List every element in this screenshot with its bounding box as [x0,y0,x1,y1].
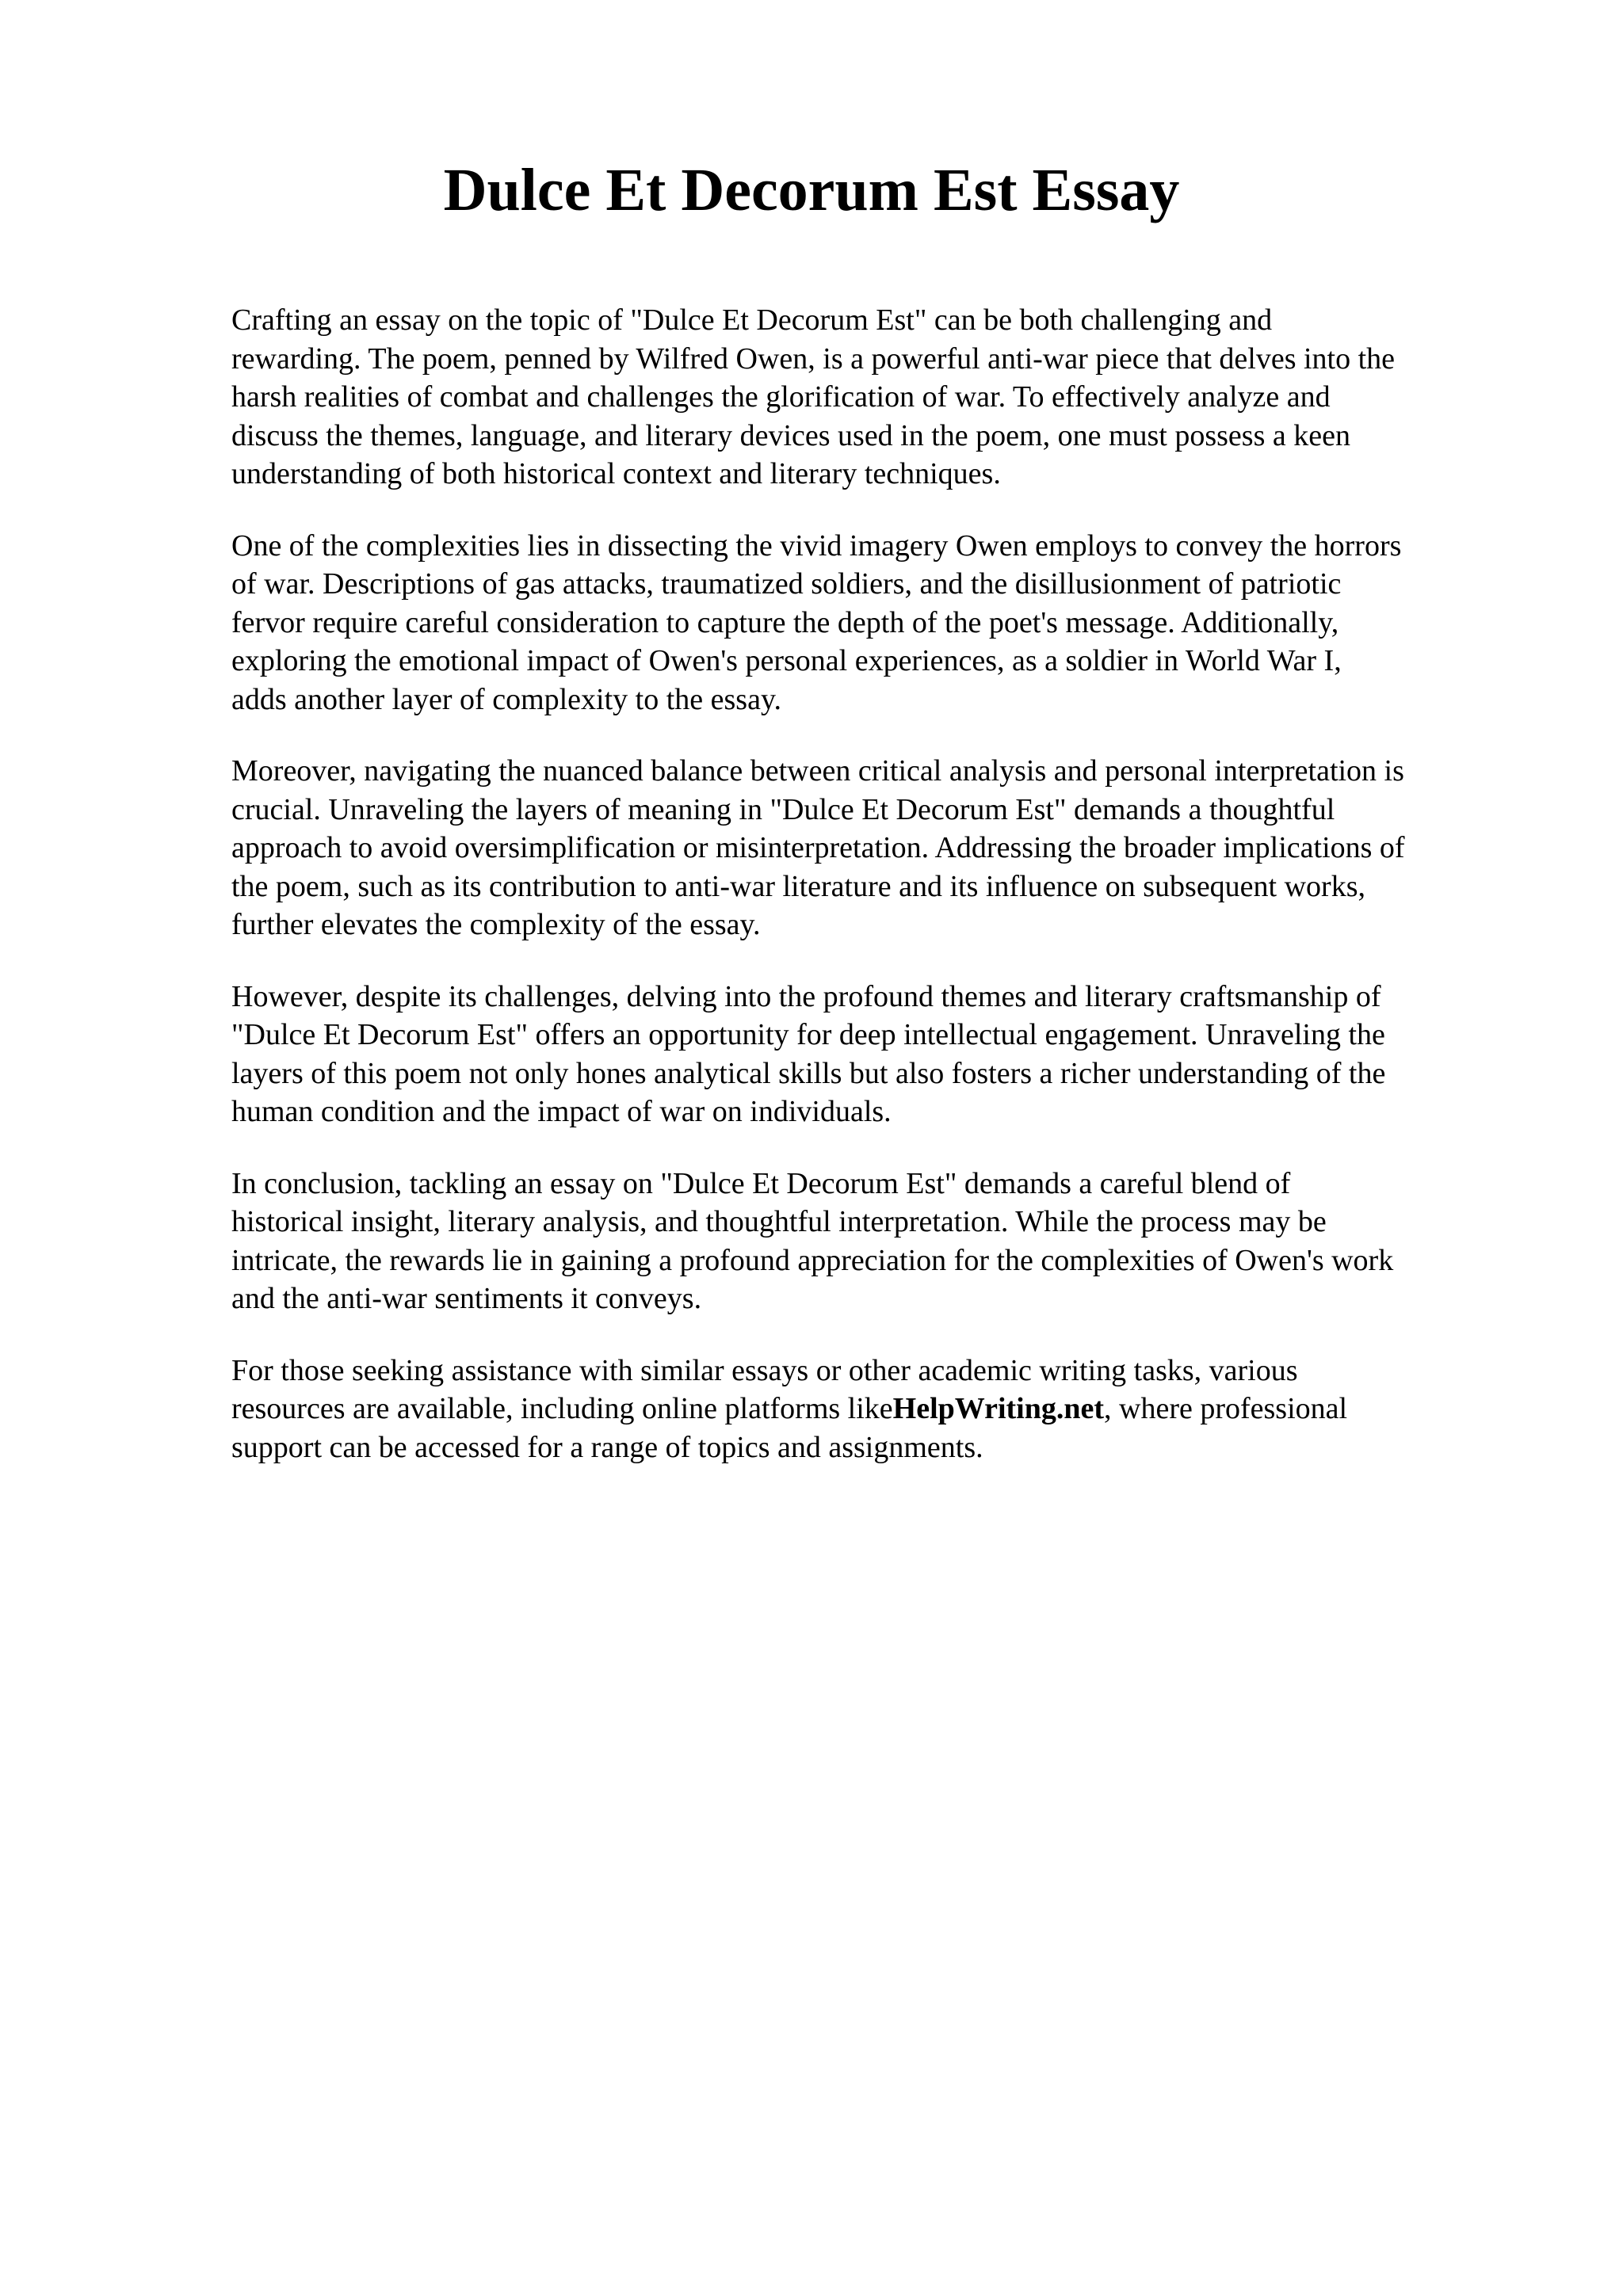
paragraph-line: understanding of both historical context and literary techniques. [231,457,1001,490]
paragraph-line: intricate, the rewards lie in gaining a profound appreciation for the complexities of Owen's work [231,1243,1394,1277]
paragraph-3 [231,752,1531,944]
paragraph-line: and the anti-war sentiments it conveys. [231,1282,702,1315]
paragraph-line: For those seeking assistance with similar essays or other academic writing tasks, various [231,1353,1298,1387]
paragraph-line: Crafting an essay on the topic of "Dulce Et Decorum Est" can be both challenging and [231,303,1273,337]
paragraph-line: exploring the emotional impact of Owen's personal experiences, as a soldier in World War I, [231,644,1342,677]
paragraph-line: further elevates the complexity of the essay. [231,908,761,941]
paragraph-line: In conclusion, tackling an essay on "Dulce Et Decorum Est" demands a careful blend of [231,1166,1291,1200]
helpwriting-link[interactable]: HelpWriting.net [892,1392,1105,1425]
paragraph-line: the poem, such as its contribution to anti-war literature and its influence on subsequent works, [231,869,1365,903]
paragraph-line: human condition and the impact of war on individuals. [231,1095,892,1128]
paragraph-closing [231,1352,1531,1467]
paragraph-4 [231,978,1531,1131]
closing-text-after: , where professional [1104,1392,1348,1425]
paragraph-line: rewarding. The poem, penned by Wilfred Owen, is a powerful anti-war piece that delves into the [231,341,1396,376]
paragraph-line: However, despite its challenges, delving into the profound themes and literary craftsmanship of [231,979,1381,1013]
paragraph-line: fervor require careful consideration to capture the depth of the poet's message. Additionally, [231,605,1339,639]
paragraph-2 [231,527,1531,719]
paragraph-line: support can be accessed for a range of topics and assignments. [231,1430,983,1464]
paragraph-line: One of the complexities lies in dissecting the vivid imagery Owen employs to convey the horrors [231,528,1402,563]
paragraph-line: layers of this poem not only hones analytical skills but also fosters a richer understanding of the [231,1056,1386,1090]
paragraph-line: of war. Descriptions of gas attacks, traumatized soldiers, and the disillusionment of patriotic [231,567,1342,601]
document-body [231,301,1531,1500]
paragraph-line [231,1390,1531,1428]
paragraph-line: crucial. Unraveling the layers of meaning in "Dulce Et Decorum Est" demands a thoughtful [231,792,1335,826]
paragraph-line: historical insight, literary analysis, and thoughtful interpretation. While the process may be [231,1205,1327,1238]
paragraph-line: "Dulce Et Decorum Est" offers an opportunity for deep intellectual engagement. Unraveling the [231,1018,1385,1051]
paragraph-line: adds another layer of complexity to the essay. [231,682,781,716]
paragraph-line: approach to avoid oversimplification or misinterpretation. Addressing the broader implications of [231,831,1405,864]
document-title: Dulce Et Decorum Est Essay [443,157,1180,223]
paragraph-line: discuss the themes, language, and literary devices used in the poem, one must possess a keen [231,418,1350,452]
paragraph-line: harsh realities of combat and challenges the glorification of war. To effectively analyze and [231,380,1331,414]
paragraph-5 [231,1165,1531,1318]
paragraph-line: Moreover, navigating the nuanced balance between critical analysis and personal interpretation is [231,754,1404,788]
paragraph-1 [231,301,1531,494]
closing-text-before: resources are available, including online platforms like [231,1392,893,1425]
